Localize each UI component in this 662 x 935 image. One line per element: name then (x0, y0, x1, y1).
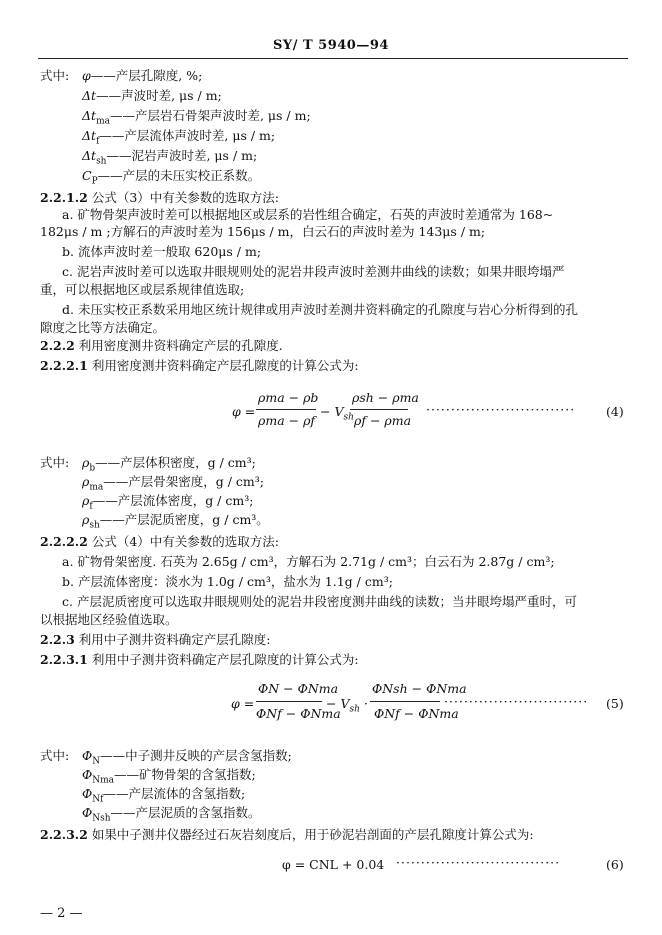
symbol: Δt (82, 128, 97, 143)
definition-text: ——产层流体密度，g / cm³; (92, 493, 254, 508)
heading-text: 利用中子测井资料确定产层孔隙度: (78, 632, 271, 647)
symbol: Δt (82, 88, 97, 103)
definition-text: ——产层体积密度，g / cm³; (95, 455, 256, 470)
symbol-subscript: b (89, 463, 96, 474)
eq5-leader-dots: ····························· (444, 694, 589, 709)
paragraph-c-line1: c. 泥岩声波时差可以选取井眼规则处的泥岩井段声波时差测井曲线的读数；如果井眼垮塌严 (62, 264, 565, 279)
heading-text: 利用中子测井资料确定产层孔隙度的计算公式为: (91, 652, 359, 667)
eq5-denominator-2: ΦNf − ΦNma (374, 706, 459, 721)
definition-item (82, 146, 257, 167)
density-c-line2: 以根据地区经验值选取。 (40, 612, 178, 627)
paragraph-a-line1: a. 矿物骨架声波时差可以根据地区或层系的岩性组合确定，石英的声波时差通常为 168~ (62, 207, 554, 222)
heading-text: 利用密度测井资料确定产层孔隙度的计算公式为: (91, 358, 359, 373)
paragraph-d-line1: d. 未压实校正系数采用地区统计规律或用声波时差测井资料确定的孔隙度与岩心分析得到的孔 (62, 302, 578, 317)
definition-text: ——矿物骨架的含氢指数; (114, 767, 256, 782)
symbol: Φ (82, 786, 93, 801)
heading-number: 2.2.2.1 (40, 358, 88, 373)
eq5-numerator-1: ΦN − ΦNma (258, 681, 339, 696)
heading-number: 2.2.1.2 (40, 190, 88, 205)
eq4-numerator-2: ρsh − ρma (352, 390, 419, 405)
definition-text: ——产层的未压实校正系数。 (97, 168, 261, 183)
heading-text: 公式（3）中有关参数的选取方法: (91, 190, 280, 205)
paragraph-c-line2: 重，可以根据地区或层系规律值选取; (40, 282, 245, 297)
eq5-numerator-2: ΦNsh − ΦNma (372, 681, 467, 696)
heading-text: 公式（4）中有关参数的选取方法: (91, 534, 280, 549)
definition-item (82, 803, 261, 824)
page-header: SY/ T 5940—94 (273, 38, 389, 53)
density-c-line1: c. 产层泥质密度可以选取井眼规则处的泥岩井段密度测井曲线的读数；当井眼垮塌严重时，可 (62, 594, 577, 609)
where-label-1: 式中: (40, 68, 70, 83)
eq6-number: (6) (606, 857, 624, 872)
heading-2221 (40, 356, 359, 374)
definition-item (82, 86, 222, 107)
symbol-subscript: f (96, 136, 100, 147)
eq4-fraction-bar-1 (256, 409, 316, 410)
symbol-subscript: sh (89, 520, 100, 531)
eq4-leader-dots: ······························ (426, 402, 576, 417)
eq4-mid-text: − V (320, 404, 344, 419)
paragraph-a-line2: 182μs / m ;方解石的声波时差为 156μs / m，白云石的声波时差为 143μs / m; (40, 224, 486, 239)
definition-text: ——产层流体声波时差, μs / m; (99, 128, 276, 143)
symbol-subscript: sh (96, 156, 107, 167)
symbol: ρ (82, 493, 90, 508)
definition-item (82, 510, 269, 531)
where-label-2: 式中: (40, 455, 70, 470)
definition-item (82, 746, 292, 767)
definition-item (82, 453, 256, 474)
definition-text: ——产层骨架密度，g / cm³; (103, 474, 265, 489)
eq4-fraction-bar-2 (350, 409, 408, 410)
heading-text: 利用密度测井资料确定产层的孔隙度. (78, 338, 283, 353)
paragraph-d-line2: 隙度之比等方法确定。 (40, 320, 166, 335)
symbol: ρ (82, 512, 90, 527)
heading-223 (40, 630, 271, 648)
eq6-expression: φ = CNL + 0.04 (282, 857, 385, 872)
eq4-number: (4) (606, 404, 624, 419)
definition-text: ——泥岩声波时差, μs / m; (106, 148, 258, 163)
eq5-lhs: φ = (231, 696, 255, 711)
definition-item (82, 765, 256, 786)
symbol: C (82, 168, 92, 183)
eq4-denominator-2: ρf − ρma (354, 413, 412, 428)
eq5-mid-sub: sh (349, 704, 360, 715)
eq4-vsh (320, 404, 354, 423)
symbol-subscript: Nma (92, 775, 115, 786)
eq5-fraction-bar-2 (370, 701, 440, 702)
heading-number: 2.2.3.1 (40, 652, 88, 667)
heading-2212 (40, 188, 279, 206)
definition-item (82, 472, 264, 493)
symbol-subscript: Nsh (92, 813, 111, 824)
eq4-numerator-1: ρma − ρb (258, 390, 319, 405)
eq4-denominator-1: ρma − ρf (258, 413, 316, 428)
eq5-denominator-1: ΦNf − ΦNma (256, 706, 341, 721)
heading-number: 2.2.3.2 (40, 827, 88, 842)
heading-number: 2.2.2 (40, 338, 75, 353)
symbol: ρ (82, 474, 90, 489)
density-a: a. 矿物骨架密度. 石英为 2.65g / cm³，方解石为 2.71g / cm³；白云石为 2.87g / cm³; (62, 554, 555, 569)
definition-item (82, 126, 275, 147)
symbol: ρ (82, 455, 90, 470)
definition-item (82, 784, 245, 805)
eq5-dot: · (363, 696, 368, 711)
heading-number: 2.2.2.2 (40, 534, 88, 549)
heading-text: 如果中子测井仪器经过石灰岩刻度后，用于砂泥岩剖面的产层孔隙度计算公式为: (91, 827, 534, 842)
page-number: — 2 — (40, 906, 83, 921)
definition-text: ——产层岩石骨架声波时差, μs / m; (109, 108, 311, 123)
symbol-subscript: Nf (92, 794, 104, 805)
symbol-subscript: ma (89, 482, 104, 493)
definition-text: ——中子测井反映的产层含氢指数; (100, 748, 292, 763)
eq5-mid-text: − V (326, 696, 350, 711)
heading-2232 (40, 825, 534, 843)
symbol: Φ (82, 805, 93, 820)
symbol-subscript: N (92, 756, 101, 767)
eq5-fraction-bar-1 (256, 701, 322, 702)
header-rule (38, 58, 628, 59)
eq4-lhs: φ = (232, 404, 256, 419)
symbol-subscript: P (91, 176, 98, 187)
symbol-subscript: f (89, 501, 93, 512)
paragraph-b: b. 流体声波时差一般取 620μs / m; (62, 244, 262, 259)
heading-2222 (40, 532, 279, 550)
eq4-mid-sub: sh (343, 412, 354, 423)
density-b: b. 产层流体密度：淡水为 1.0g / cm³，盐水为 1.1g / cm³; (62, 574, 393, 589)
symbol: Δt (82, 108, 97, 123)
where-label-3: 式中: (40, 748, 70, 763)
symbol: Δt (82, 148, 97, 163)
definition-item (82, 166, 260, 187)
symbol: Φ (82, 748, 93, 763)
eq6-leader-dots: ································· (396, 855, 561, 870)
definition-item (82, 491, 253, 512)
symbol-subscript: ma (96, 116, 110, 127)
eq5-number: (5) (606, 696, 624, 711)
definition-item (82, 66, 202, 87)
definition-text: ——产层泥质密度，g / cm³。 (99, 512, 269, 527)
symbol: φ (82, 68, 91, 83)
heading-222 (40, 336, 283, 354)
definition-text: ——产层孔隙度, %; (90, 68, 203, 83)
definition-text: ——产层泥质的含氢指数。 (110, 805, 261, 820)
definition-text: ——产层流体的含氢指数; (103, 786, 246, 801)
heading-number: 2.2.3 (40, 632, 75, 647)
symbol: Φ (82, 767, 93, 782)
definition-text: ——声波时差, μs / m; (96, 88, 222, 103)
heading-2231 (40, 650, 359, 668)
eq5-vsh (326, 696, 368, 715)
definition-item (82, 106, 311, 127)
